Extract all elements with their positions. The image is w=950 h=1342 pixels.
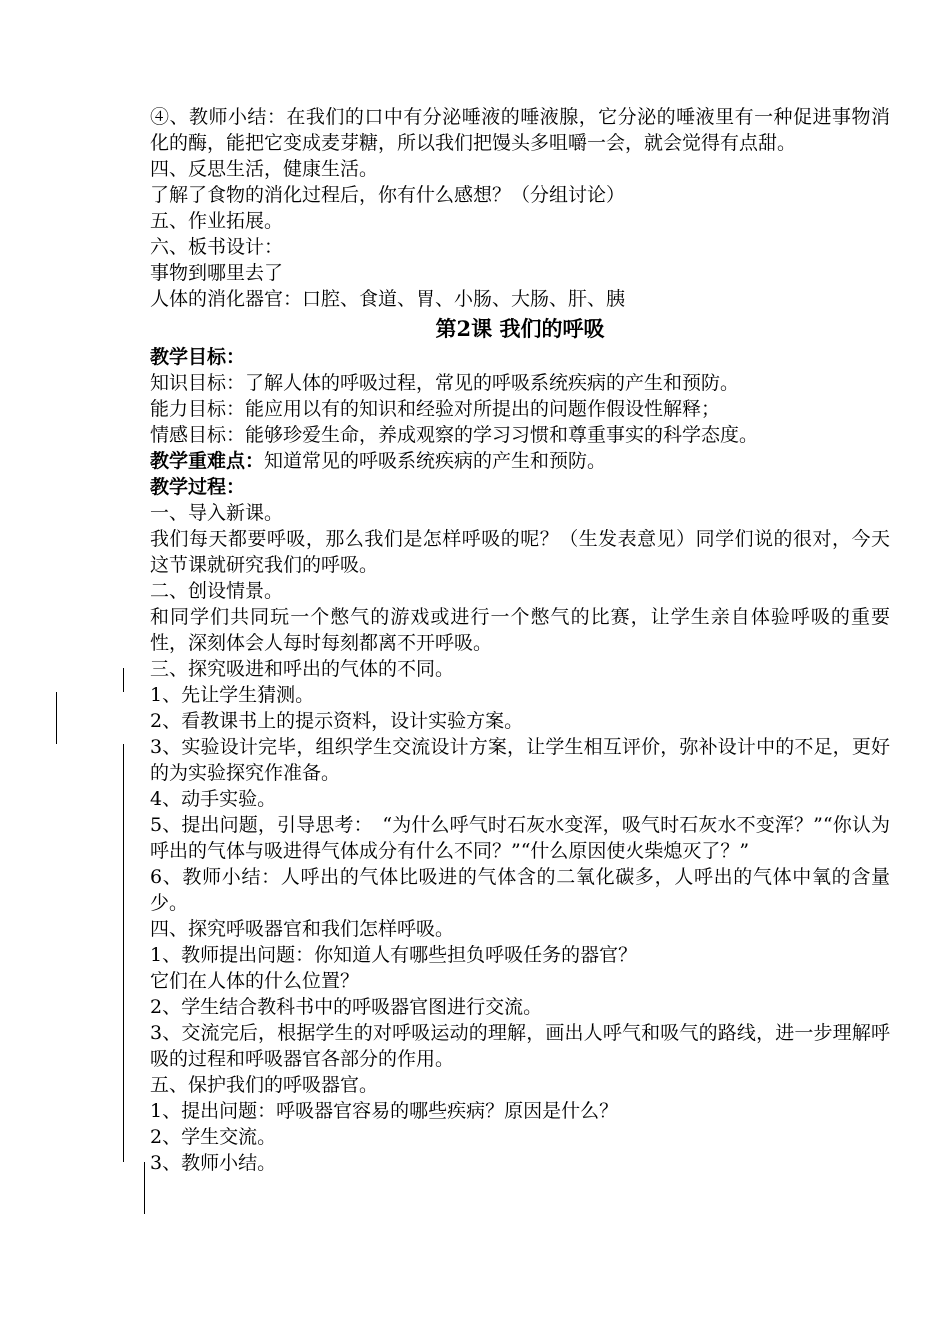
paragraph: 1、提出问题：呼吸器官容易的哪些疾病？原因是什么？: [150, 1100, 619, 1122]
paragraph: 了解了食物的消化过程后，你有什么感想？（分组讨论）: [150, 184, 626, 206]
change-bar: [56, 692, 57, 744]
paragraph: 一、导入新课。: [150, 502, 284, 524]
paragraph: 六、板书设计：: [150, 236, 284, 258]
key-points-text: 知道常见的呼吸系统疾病的产生和预防。: [264, 450, 607, 472]
paragraph: 二、创设情景。: [150, 580, 284, 602]
section-heading: 教学目标：: [150, 346, 246, 368]
key-points-label: 教学重难点：: [150, 450, 265, 472]
paragraph: 五、作业拓展。: [150, 210, 284, 232]
paragraph: 四、探究呼吸器官和我们怎样呼吸。: [150, 918, 455, 940]
paragraph: 4、动手实验。: [150, 788, 277, 810]
paragraph: 三、探究吸进和呼出的气体的不同。: [150, 658, 455, 680]
paragraph: 2、看教课书上的提示资料，设计实验方案。: [150, 710, 524, 732]
paragraph: 它们在人体的什么位置？: [150, 970, 360, 992]
change-bar: [123, 668, 124, 692]
lesson-title: 第2课 我们的呼吸: [435, 316, 605, 341]
section-heading: 教学过程：: [150, 476, 246, 498]
paragraph: ④、教师小结：在我们的口中有分泌唾液的唾液腺，它分泌的唾液里有一种促进事物消化的酶，能把它变成麦芽糖，所以我们把馒头多咀嚼一会，就会觉得有点甜。: [150, 106, 890, 154]
paragraph: 情感目标：能够珍爱生命，养成观察的学习习惯和尊重事实的科学态度。: [150, 424, 759, 446]
paragraph: 人体的消化器官：口腔、食道、胃、小肠、大肠、肝、胰: [150, 288, 626, 310]
paragraph: 1、先让学生猜测。: [150, 684, 315, 706]
paragraph: 2、学生结合教科书中的呼吸器官图进行交流。: [150, 996, 543, 1018]
paragraph: 1、教师提出问题：你知道人有哪些担负呼吸任务的器官？: [150, 944, 638, 966]
paragraph: 3、实验设计完毕，组织学生交流设计方案，让学生相互评价，弥补设计中的不足，更好的为实验探究作准备。: [150, 736, 890, 784]
change-bar: [144, 1162, 145, 1214]
paragraph: 3、交流完后，根据学生的对呼吸运动的理解，画出人呼气和吸气的路线，进一步理解呼吸的过程和呼吸器官各部分的作用。: [150, 1022, 890, 1070]
change-bar: [123, 744, 124, 1162]
paragraph: 能力目标：能应用以有的知识和经验对所提出的问题作假设性解释；: [150, 398, 721, 420]
paragraph: 知识目标：了解人体的呼吸过程，常见的呼吸系统疾病的产生和预防。: [150, 372, 740, 394]
paragraph: 和同学们共同玩一个憋气的游戏或进行一个憋气的比赛，让学生亲自体验呼吸的重要性，深刻体会人每时每刻都离不开呼吸。: [150, 606, 890, 654]
paragraph: 2、学生交流。: [150, 1126, 277, 1148]
key-points: [150, 448, 890, 474]
paragraph: 5、提出问题，引导思考： “为什么呼气时石灰水变浑，吸气时石灰水不变浑？”“你认为呼出的气体与吸进得气体成分有什么不同？”“什么原因使火柴熄灭了？”: [150, 814, 890, 862]
paragraph: 四、反思生活，健康生活。: [150, 158, 379, 180]
paragraph: 我们每天都要呼吸，那么我们是怎样呼吸的呢？（生发表意见）同学们说的很对，今天这节课就研究我们的呼吸。: [150, 528, 890, 576]
document-body: [150, 104, 890, 1176]
paragraph: 五、保护我们的呼吸器官。: [150, 1074, 379, 1096]
paragraph: 6、教师小结：人呼出的气体比吸进的气体含的二氧化碳多，人呼出的气体中氧的含量少。: [150, 866, 890, 914]
paragraph: 事物到哪里去了: [150, 262, 284, 284]
paragraph: 3、教师小结。: [150, 1152, 277, 1174]
